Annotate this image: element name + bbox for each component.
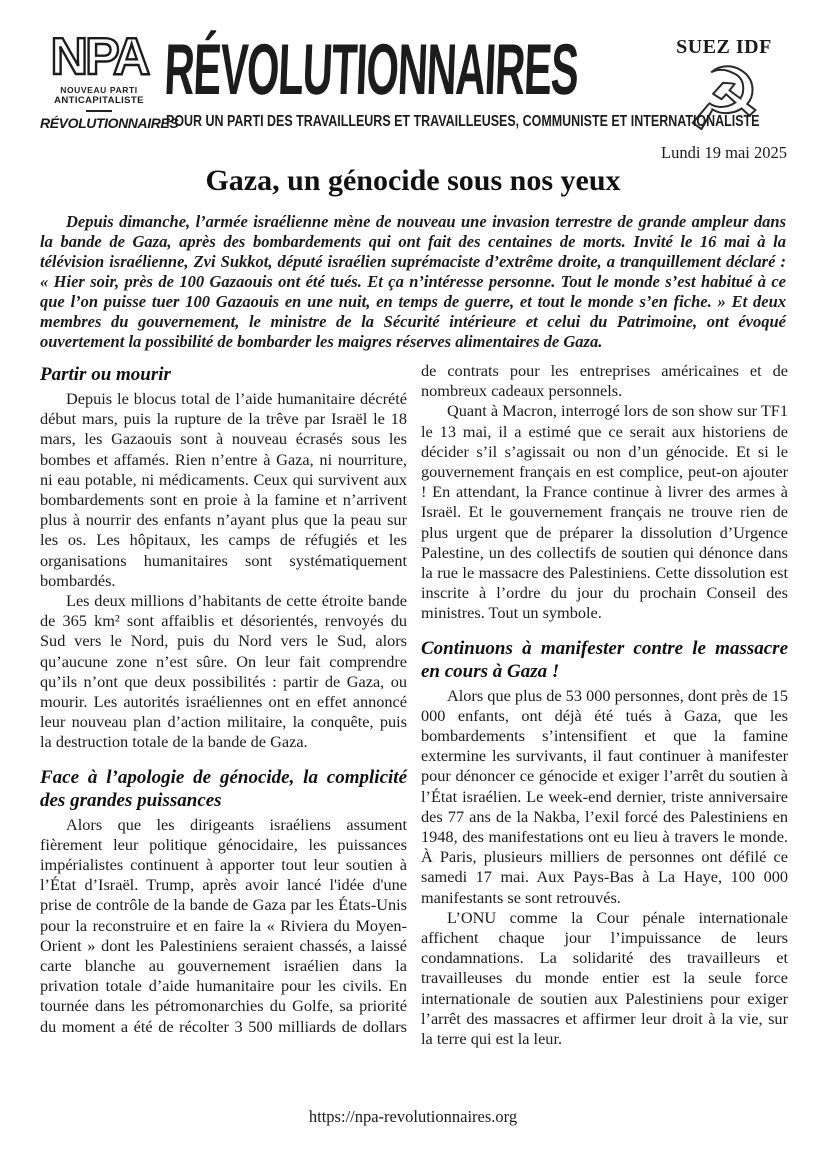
npa-logo-anticapitaliste: ANTICAPITALISTE — [54, 94, 144, 106]
hammer-sickle-icon: ☭ — [685, 50, 763, 150]
npa-logo-divider — [86, 110, 112, 112]
section-heading: Face à l’apologie de génocide, la complicité des grandes puissances — [40, 766, 407, 811]
npa-logo-acronym: NPA — [50, 28, 148, 86]
masthead — [0, 0, 826, 162]
article-intro: Depuis dimanche, l’armée israélienne mène de nouveau une invasion terrestre de grande ampleur dans la bande de Gaza, après des bombardements qui ont fait des centaines de morts. Invité le 16 mai à la télévision israélienne, Zvi Sukkot, député israélien suprémaciste d’extrême droite, a tranquillement déclaré : « Hier soir, près de 100 Gazaouis ont été tués. Et ça n’intéresse personne. Tout le monde s’est habitué à ce que l’on puisse tuer 100 Gazaouis en une nuit, en temps de guerre, et tout le monde s’en fiche. » Et deux membres du gouvernement, le ministre de la Sécurité intérieure et celui du Patrimoine, ont évoqué ouvertement la possibilité de bombarder les maigres réserves alimentaires de Gaza. — [40, 212, 786, 351]
paragraph: Alors que plus de 53 000 personnes, dont près de 15 000 enfants, ont déjà été tués à Gaza, que les bombardements s’intensifient et que la famine extermine les survivants, il faut continuer à manifester pour dénoncer ce génocide et exiger l’arrêt du soutien à l’État israélien. Le week-end dernier, triste anniversaire des 77 ans de la Nakba, l’exil forcé des Palestiniens en 1948, des manifestations ont eu lieu à travers le monde. À Paris, plusieurs milliers de personnes ont défilé ce samedi 17 mai. Aux Pays-Bas à La Haye, 100 000 manifestants se sont retrouvés. — [421, 685, 788, 907]
npa-logo-revolutionnaires: RÉVOLUTIONNAIRES — [40, 114, 179, 131]
section-heading: Continuons à manifester contre le massacre en cours à Gaza ! — [421, 637, 788, 682]
edition-label: SUEZ IDF — [676, 36, 772, 58]
paragraph: Alors que les dirigeants israéliens assument fièrement leur politique génocidaire, les puissances impérialistes continuent à apporter tout leur soutien à l’État d’Israël. Trump, après avoir lancé l'idée d'une prise de contrôle de la bande de Gaza par les États-Unis pour la reconstruire et en faire la « Riviera du Moyen-Orient » dont les Palestiniens seraient chassés, a laissé carte blanche au gouvernement israélien dans la privation totale d’aide humanitaire pour les civils. En tournée dans les pétromonarchies du Golfe, sa priorité du moment a été de récolter 3 500 milliards de dollars de contrats pour les entreprises américaines et de nombreux cadeaux personnels. — [40, 361, 788, 1036]
website-url[interactable]: https://npa-revolutionnaires.org — [308, 1107, 518, 1126]
section-heading: Partir ou mourir — [40, 364, 171, 385]
masthead-right — [648, 34, 800, 163]
article-title: Gaza, un génocide sous nos yeux — [205, 164, 621, 197]
paragraph: Les deux millions d’habitants de cette étroite bande de 365 km² sont affaiblis et désorientés, renvoyés du Sud vers le Nord, puis du Nord vers le Sud, alors qu’aucune zone n’est sûre. On leur fait comprendre qu’ils n’ont que deux possibilités : partir de Gaza, ou mourir. Les autorités israéliennes ont en effet annoncé leur nouveau plan d’action militaire, la conquête, puis la destruction totale de la bande de Gaza. — [40, 591, 407, 752]
section-partir-ou-mourir — [40, 363, 407, 753]
npa-logo-nouveau-parti: NOUVEAU PARTI — [60, 84, 138, 95]
masthead-title: RÉVOLUTIONNAIRES — [162, 30, 580, 110]
masthead-subtitle: POUR UN PARTI DES TRAVAILLEURS ET TRAVAILLEUSES, COMMUNISTE ET INTERNATIONALISTE — [166, 113, 760, 131]
npa-logo — [40, 28, 179, 131]
section-continuons-a-manifester — [421, 637, 788, 1050]
paragraph: Quant à Macron, interrogé lors de son show sur TF1 le 13 mai, il a estimé que ce serait aux historiens de décider s’il s’agissait ou non d’un génocide. Et si le gouvernement français en est complice, peut-on ajouter ! En attendant, la France continue à livrer des armes à Israël. Et le gouvernement français ne trouve rien de plus urgent que de préparer la dissolution d’Urgence Palestine, un des collectifs de soutien qui dénonce dans la rue le massacre des Palestiniens. Cette dissolution est inscrite à l’ordre du jour du prochain Conseil des ministres. Tout un symbole. — [421, 401, 788, 623]
paragraph: L’ONU comme la Cour pénale internationale affichent chaque jour l’impuissance de leurs condamnations. La solidarité des travailleurs et travailleuses du monde entier est la seule force internationale de soutien aux Palestiniens pour exiger l’arrêt des massacres et affirmer leur droit à la vie, sur la terre qui est la leur. — [421, 907, 788, 1049]
paragraph: Depuis le blocus total de l’aide humanitaire décrété début mars, puis la rupture de la trêve par Israël le 18 mars, les Gazaouis sont à nouveau écrasés sous les bombes et affamés. Rien n’entre à Gaza, ni nourriture, ni eau potable, ni médicaments. Ceux qui survivent aux bombardements sont en proie à la famine et n’arrivent plus à nourrir des enfants n’ayant plus que la peau sur les os. Les hôpitaux, les camps de réfugiés et les organisations humanitaires sont systématiquement bombardés. — [40, 389, 407, 590]
date-label: Lundi 19 mai 2025 — [660, 142, 788, 162]
article-body — [40, 361, 788, 1077]
